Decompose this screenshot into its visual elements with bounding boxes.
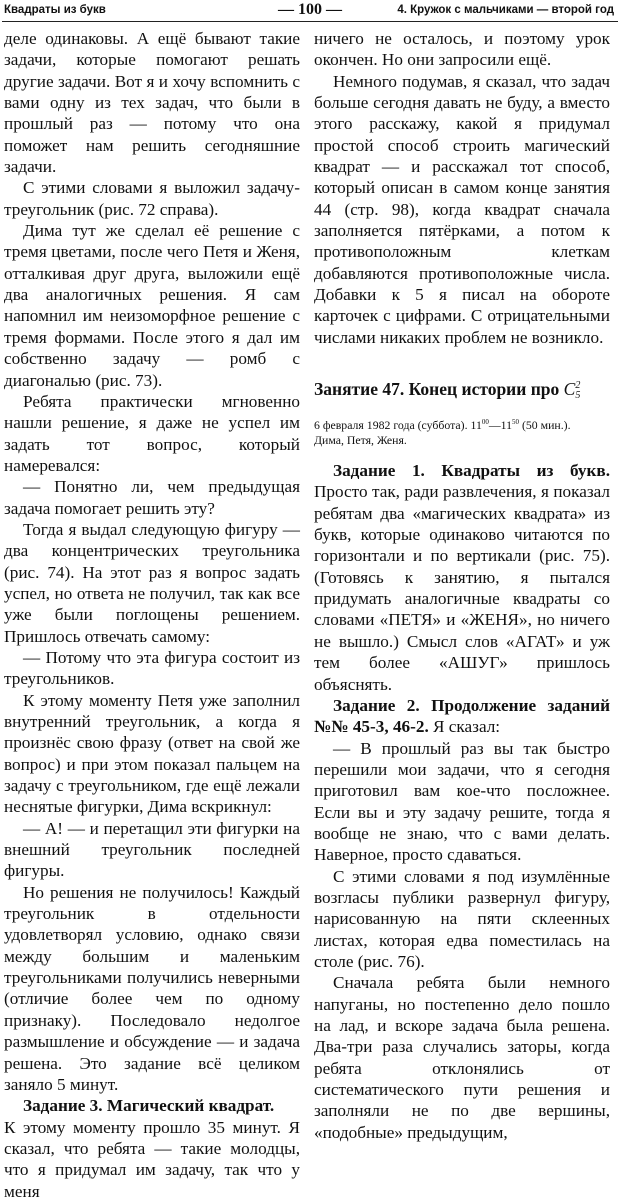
paragraph: К этому моменту Петя уже заполнил внутренний треугольник, а когда я произнёс свою фразу (ответ на свой же вопрос) и при этом показал пальцем на задачу с треугольником, где ещё лежали неснятые фигурки, Дима вскрикнул:: [4, 690, 300, 817]
paragraph: Задание 1. Квадраты из букв. Просто так, ради развлечения, я показал ребятам два «магических квадрата» из букв, которые одинаково читаются по горизонтали и по вертикали (рис. 75). (Готовясь к занятию, я пытался придумать аналогичные квадраты со словами «ПЕТЯ» и «ЖЕНЯ», но ничего не вышло.) Смысл слов «АГАТ» и уж тем более «АШУГ» пришлось объяснять.: [314, 461, 610, 694]
paragraph: Дима тут же сделал её решение с тремя цветами, после чего Петя и Женя, отталкивая друг друга, выложили ещё два аналогичных решения. Я сам напомнил им неизоморфное решение с тремя формами. После этого я дал им собственно задачу — ромб с диагональю (рис. 73).: [4, 221, 300, 390]
lesson-title: Занятие 47. Конец истории про: [314, 379, 560, 400]
paragraph: С этими словами я под изумлённые возгласы публики развернул фигуру, нарисованную на пяти склеенных листах, которая едва поместилась на столе (рис. 76).: [314, 866, 610, 971]
paragraph: Задание 2. Продолжение заданий №№ 45-3, 46-2. Я сказал:: [314, 695, 610, 737]
task-heading: [4, 1095, 300, 1116]
task3-label: Задание 3. Магический квадрат.: [23, 1096, 275, 1116]
left-column: [4, 28, 300, 1202]
paragraph: деле одинаковы. А ещё бывают такие задачи, которые помогают решать другие задачи. Вот я и хочу вспомнить с вами одну из тех задач, что были в прошлый раз — потому что она поможет нам решить сегодняшние задачи.: [4, 29, 300, 177]
paragraph: Ребята практически мгновенно нашли решение, я даже не успел им задать тот вопрос, который намеревался:: [4, 391, 300, 475]
lesson-meta: [314, 415, 610, 448]
paragraph: С этими словами я выложил задачу-треугольник (рис. 72 справа).: [4, 178, 300, 219]
page-number: — 100 —: [278, 1, 342, 18]
paragraph: Немного подумав, я сказал, что задач больше сегодня давать не буду, а вместо этого расскажу, какой я придумал простой способ строить магический квадрат — и расскажал тот способ, который описан в самом конце занятия 44 (стр. 98), когда квадрат сначала заполняется пятёрками, а потом к противоположным клеткам добавляются противоположные числа. Добавки к 5 я писал на обороте карточек с цифрами. С отрицательными числами никаких проблем не возникло.: [314, 71, 610, 347]
paragraph: Но решения не получилось! Каждый треугольник в отдельности удовлетворял условию, однако связи между большим и маленьким треугольниками получились неверными (отличие более чем по одному признаку). Последовало недолгое размышление и обсуждение — и задача решена. Это задание всё целиком заняло 5 минут.: [4, 882, 300, 1094]
running-header: [2, 1, 618, 22]
lesson-participants: Дима, Петя, Женя.: [314, 433, 407, 448]
task1-label: Задание 1. Квадраты из букв.: [333, 461, 610, 481]
dialogue-line: — Потому что эта фигура состоит из треугольников.: [4, 647, 300, 689]
binomial-sub: 5: [575, 390, 581, 402]
paragraph: К этому моменту прошло 35 минут. Я сказал, что ребята — такие молодцы, что я придумал им задачу, так что у меня: [4, 1117, 300, 1201]
dialogue-line: — В прошлый раз вы так быстро перешили мои задачи, что я сегодня приготовил вам кое-что посложнее. Если вы и эту задачу решите, тогда я вообще не знаю, что с вами делать. Наверное, просто сдаваться.: [314, 738, 610, 865]
lesson-date: 6 февраля 1982 года (суббота).: [314, 418, 468, 433]
header-chapter-title: 4. Кружок с мальчиками — второй год: [397, 4, 614, 16]
paragraph: Тогда я выдал следующую фигуру — два концентрических треугольника (рис. 74). На этот раз я вопрос задать успел, но ответа не получил, так как все уже были поглощены решением. Пришлось отвечать самому:: [4, 519, 300, 646]
right-column: [314, 28, 610, 1143]
lesson-duration: (50 мин.).: [521, 418, 571, 433]
binomial-sup: 2: [575, 380, 581, 392]
dialogue-line: — А! — и перетащил эти фигурки на внешний треугольник последней фигуры.: [4, 818, 300, 881]
lesson-heading: [314, 379, 610, 401]
task2-label: Задание 2. Продолжение заданий №№ 45-3, 46-2.: [314, 695, 610, 737]
binomial-letter: C: [563, 379, 576, 400]
binomial-symbol: [564, 379, 581, 401]
paragraph: ничего не осталось, и поэтому урок окончен. Но они запросили ещё.: [314, 29, 610, 70]
header-section-title: Квадраты из букв: [4, 4, 106, 16]
dialogue-line: — Понятно ли, чем предыдущая задача помогает решить эту?: [4, 477, 300, 518]
lesson-time: $11^{00}—11^{50}$: [470, 418, 520, 433]
paragraph: Сначала ребята были немного напуганы, но постепенно дело пошло на лад, и вскоре задача была решена. Два-три раза случались заторы, когда ребята отклонялись от систематического пути решения и заполняли не по две вершины, «подобные» предыдущим,: [314, 973, 610, 1142]
